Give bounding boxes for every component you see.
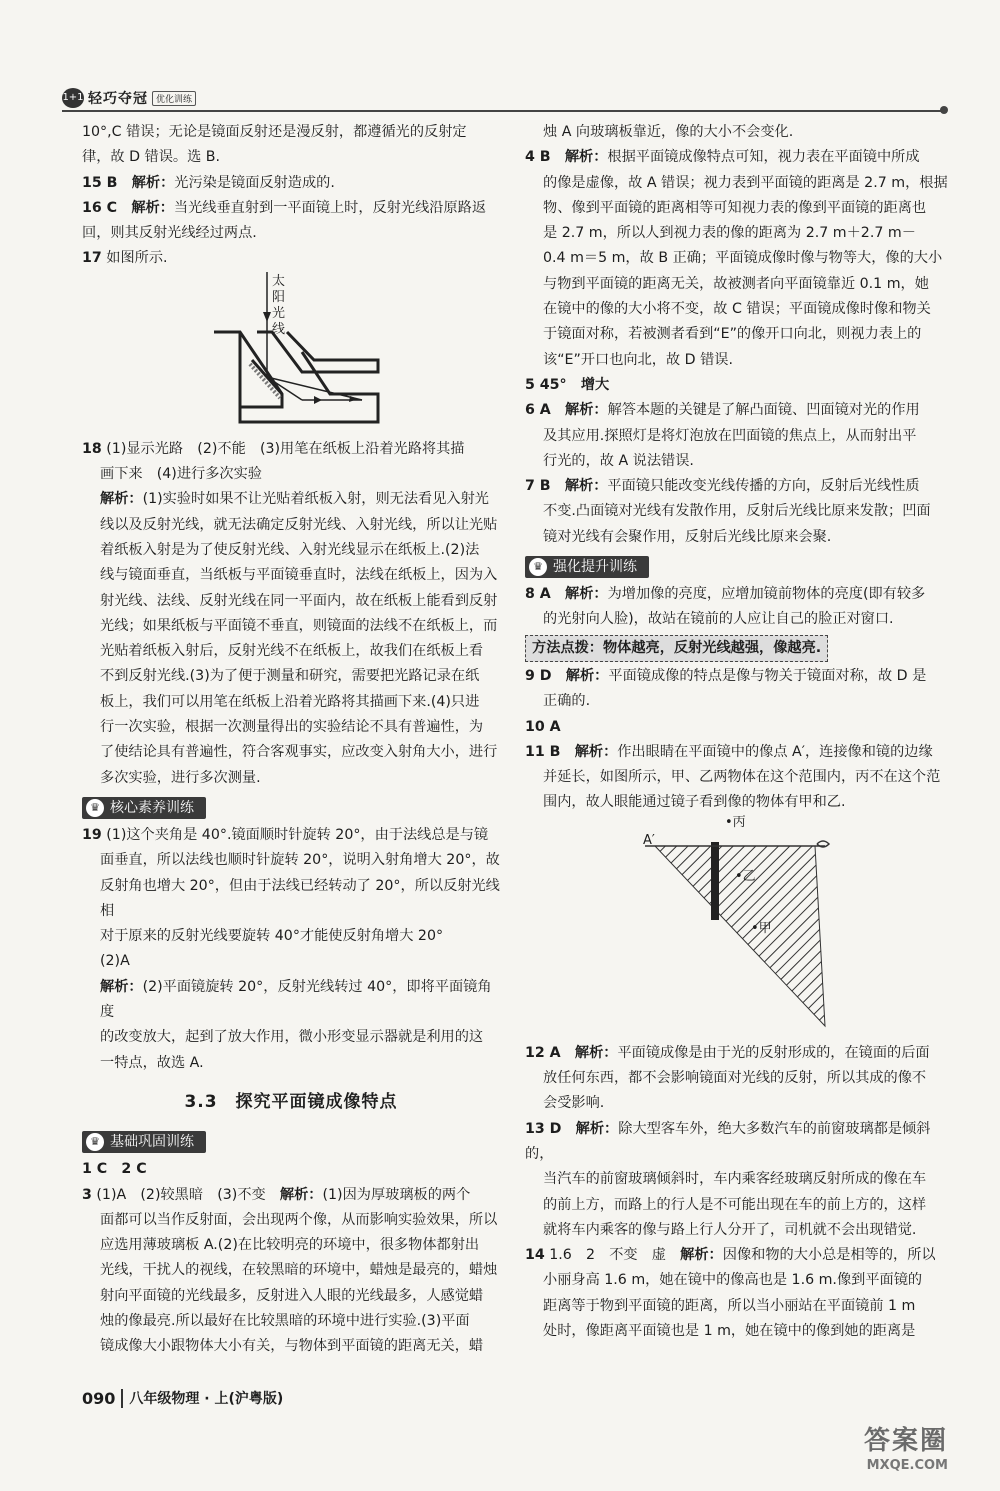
analysis-18 xyxy=(82,487,500,512)
logo-icon: 1+1 xyxy=(62,88,84,108)
figure-11-mirror-view xyxy=(525,816,950,1041)
text-line: 镜对光线有会聚作用，反射后光线比原来会聚. xyxy=(543,528,832,545)
text-line: 及其应用.探照灯是将灯泡放在凹面镜的焦点上，从而射出平 xyxy=(543,427,917,444)
answer-13 xyxy=(525,1117,950,1168)
text-line: 行光的，故 A 说法错误. xyxy=(543,452,694,469)
answer-14 xyxy=(525,1243,950,1268)
text-line: 板上，我们可以用笔在纸板上沿着光路将其描画下来.(4)只进 xyxy=(100,693,480,710)
text-line: 画下来 (4)进行多次实验 xyxy=(100,466,262,483)
analysis-label: 解析： xyxy=(564,149,608,166)
text-line: 距离等于物到平面镜的距离，所以当小丽站在平面镜前 1 m xyxy=(543,1297,916,1314)
text-line: 光线；如果纸板与平面镜不垂直，则镜面的法线不在纸板上，而 xyxy=(100,617,498,634)
text-line: 物、像到平面镜的距离相等可知视力表的像到平面镜的距离也 xyxy=(543,199,927,216)
watermark-logo: 答案圈 xyxy=(863,1426,948,1456)
text-line: 烛的像最亮.所以最好在比较黑暗的环境中进行实验.(3)平面 xyxy=(100,1312,470,1329)
answers-1-2: 1 C 2 C xyxy=(82,1161,147,1178)
answer-text: 如图所示. xyxy=(106,250,168,267)
text-line: 了使结论具有普遍性，符合客观事实，应改变入射角大小，进行 xyxy=(100,744,498,761)
text-line: 回，则其反射光线经过两点. xyxy=(82,225,257,242)
text-line: (2)A xyxy=(100,953,130,970)
analysis-label: 解析： xyxy=(680,1247,723,1264)
text-line: 应选用薄玻璃板 A.(2)在比较明亮的环境中，很多物体都射出 xyxy=(100,1237,480,1254)
text-line: 线以及反射光线，就无法确定反射光线、入射光线，所以让光贴 xyxy=(100,516,498,533)
text-line: 不变.凸面镜对光线有发散作用，反射后光线比原来发散；凹面 xyxy=(543,503,931,520)
logo-text: 轻巧夺冠 xyxy=(88,91,148,107)
crown-icon: ♛ xyxy=(86,799,104,817)
method-tip: 方法点拨：物体越亮，反射光线越强，像越亮. xyxy=(525,635,828,662)
text-line: 因像和物的大小总是相等的，所以 xyxy=(722,1247,936,1264)
text-line: (2)平面镜旋转 20°，反射光线转过 40°，即将平面镜角度 xyxy=(100,978,492,1021)
answer-12 xyxy=(525,1041,950,1066)
text-line: 平面镜只能改变光线传播的方向，反射后光线性质 xyxy=(607,478,920,495)
banner-label: 强化提升训练 xyxy=(553,559,637,576)
answer-number: 11 B xyxy=(525,743,561,760)
crown-icon: ♛ xyxy=(86,1133,104,1151)
header-dot-icon xyxy=(940,106,948,114)
section-banner-basic xyxy=(82,1131,206,1153)
text-line: 于镜面对称，若被测者看到“E”的像开口向北，则视力表上的 xyxy=(543,326,922,343)
answer-number: 4 B xyxy=(525,149,551,166)
analysis-label: 解析： xyxy=(574,743,618,760)
text-line: 除大型客车外，绝大多数汽车的前窗玻璃都是倾斜的， xyxy=(525,1120,931,1162)
brand-logo xyxy=(62,88,196,108)
answer-15 xyxy=(82,171,500,196)
answer-11 xyxy=(525,740,950,765)
answer-text: 1.6 2 不变 虚 xyxy=(549,1247,681,1264)
text-line: 烛 A 向玻璃板靠近，像的大小不会变化. xyxy=(543,124,794,140)
text-line: 当汽车的前窗玻璃倾斜时，车内乘客经玻璃反射所成的像在车 xyxy=(543,1171,927,1188)
text-line: 的改变放大，起到了放大作用，微小形变显示器就是利用的这 xyxy=(100,1029,484,1046)
analysis-label: 解析： xyxy=(131,174,175,191)
answer-text: (1)显示光路 (2)不能 (3)用笔在纸板上沿着光路将其描 xyxy=(106,440,465,457)
text-line: 光线，干扰人的视线，在较黑暗的环境中，蜡烛是最亮的，蜡烛 xyxy=(100,1262,498,1279)
analysis-label: 解析： xyxy=(575,1120,619,1137)
text-line: 射向平面镜的光线最多，反射进入人眼的光线最多，人感觉蜡 xyxy=(100,1287,484,1304)
answer-number: 18 xyxy=(82,440,102,457)
text-line: 就将车内乘客的像与路上行人分开了，司机就不会出现错觉. xyxy=(543,1221,917,1238)
answer-text: 光污染是镜面反射造成的. xyxy=(174,174,335,191)
answer-19 xyxy=(82,823,500,848)
banner-label: 基础巩固训练 xyxy=(110,1134,194,1151)
text-line: 并延长，如图所示，甲、乙两物体在这个范围内，丙不在这个范 xyxy=(543,769,941,786)
text-line: 律，故 D 错误。选 B. xyxy=(82,149,221,166)
text-line: 面垂直，所以法线也顺时针旋转 20°，说明入射角增大 20°，故 xyxy=(100,852,500,869)
text-line: 解答本题的关键是了解凸面镜、凹面镜对光的作用 xyxy=(607,402,920,419)
page-header xyxy=(62,88,942,110)
answer-7 xyxy=(525,474,950,499)
text-line: 该“E”开口也向北，故 D 错误. xyxy=(543,351,733,368)
text-line: (1)实验时如果不让光贴着纸板入射，则无法看见入射光 xyxy=(142,491,489,508)
text-line: 不到反射光线.(3)为了便于测量和研究，需要把光路记录在纸 xyxy=(100,668,480,685)
text-line: 的前上方，而路上的行人是不可能出现在车的前上方的，这样 xyxy=(543,1196,927,1213)
label-yi: •乙 xyxy=(735,868,756,884)
page-number: 090 xyxy=(82,1389,123,1408)
answer-6 xyxy=(525,398,950,423)
label-jia: •甲 xyxy=(751,920,772,936)
mirror-view-diagram xyxy=(525,816,950,1041)
header-rule xyxy=(62,110,942,112)
text-line: 处时，像距离平面镜也是 1 m，她在镜中的像到她的距离是 xyxy=(543,1322,916,1339)
analysis-label: 解析： xyxy=(565,586,608,603)
analysis-label: 解析： xyxy=(564,478,608,495)
answer-8 xyxy=(525,582,950,607)
section-banner-core xyxy=(82,797,206,819)
answer-number: 8 A xyxy=(525,586,551,603)
text-line: 围内，故人眼能通过镜子看到像的物体有甲和乙. xyxy=(543,794,846,811)
banner-label: 核心素养训练 xyxy=(110,799,194,816)
answer-10: 10 A xyxy=(525,718,561,735)
answer-text: (1)A (2)较黑暗 (3)不变 xyxy=(96,1186,280,1203)
answer-18 xyxy=(82,437,500,462)
logo-tag: 优化训练 xyxy=(152,91,196,106)
text-line: 小丽身高 1.6 m，她在镜中的像高也是 1.6 m.像到平面镜的 xyxy=(543,1272,923,1289)
analysis-label: 解析： xyxy=(279,1186,323,1203)
figure-17-periscope xyxy=(82,272,500,437)
text-line: 作出眼睛在平面镜中的像点 A′，连接像和镜的边缘 xyxy=(617,743,933,760)
answer-number: 17 xyxy=(82,250,102,267)
label-a-prime: A′ xyxy=(643,832,655,848)
text-line: 平面镜成像的特点是像与物关于镜面对称，故 D 是 xyxy=(608,667,927,684)
text-line: 一特点，故选 A. xyxy=(100,1054,204,1071)
section-title: 3.3 探究平面镜成像特点 xyxy=(184,1091,398,1112)
text-line: 多次实验，进行多次测量. xyxy=(100,769,261,786)
answer-17 xyxy=(82,246,500,271)
text-line: 10°,C 错误；无论是镜面反射还是漫反射，都遵循光的反射定 xyxy=(82,124,467,140)
text-line: (1)这个夹角是 40°.镜面顺时针旋转 20°，由于法线总是与镜 xyxy=(106,826,489,843)
text-line: 面都可以当作反射面，会出现两个像，从而影响实验效果，所以 xyxy=(100,1211,498,1228)
text-line: 的像是虚像，故 A 错误；视力表到平面镜的距离是 2.7 m，根据 xyxy=(543,174,948,191)
answer-16 xyxy=(82,196,500,221)
text-line: 的光射向人脸)，故站在镜前的人应让自己的脸正对窗口. xyxy=(543,611,894,628)
analysis-19 xyxy=(82,975,500,1026)
text-line: 会受影响. xyxy=(543,1095,605,1112)
answer-number: 16 C xyxy=(82,199,118,216)
analysis-label: 解析： xyxy=(565,667,609,684)
text-line: 放任何东西，都不会影响镜面对光线的反射，所以其成的像不 xyxy=(543,1070,927,1087)
text-line: 根据平面镜成像特点可知，视力表在平面镜中所成 xyxy=(607,149,920,166)
analysis-label: 解析： xyxy=(100,491,143,508)
analysis-label: 解析： xyxy=(131,199,174,216)
label-bing: •丙 xyxy=(725,814,746,830)
text-line: 着纸板入射是为了使反射光线、入射光线显示在纸板上.(2)法 xyxy=(100,541,480,558)
text-line: 与物到平面镜的距离无关，故被测者向平面镜靠近 0.1 m，她 xyxy=(543,275,929,292)
answer-number: 3 xyxy=(82,1186,92,1203)
text-line: 正确的. xyxy=(543,693,591,710)
mirror-icon xyxy=(711,842,719,920)
answer-5: 5 45° 增大 xyxy=(525,376,610,393)
watermark-url: MXQE.COM xyxy=(866,1458,948,1473)
text-line: 是 2.7 m，所以人到视力表的像的距离为 2.7 m＋2.7 m－ xyxy=(543,225,916,242)
analysis-label: 解析： xyxy=(574,1044,618,1061)
text-line: 光贴着纸板入射后，反射光线不在纸板上，故我们在纸板上看 xyxy=(100,643,484,660)
answer-number: 9 D xyxy=(525,667,552,684)
answer-number: 13 D xyxy=(525,1120,562,1137)
text-line: 镜成像大小跟物体大小有关，与物体到平面镜的距离无关，蜡 xyxy=(100,1338,484,1355)
text-line: 对于原来的反射光线要旋转 40°才能使反射角增大 20° xyxy=(100,928,444,945)
section-banner-advanced xyxy=(525,556,649,578)
analysis-label: 解析： xyxy=(565,402,608,419)
text-line: 0.4 m＝5 m，故 B 正确；平面镜成像时像与物等大，像的大小 xyxy=(543,250,943,267)
page-footer xyxy=(82,1388,283,1408)
text-line: 射光线、法线、反射光线在同一平面内，故在纸板上能看到反射 xyxy=(100,592,498,609)
answer-number: 14 xyxy=(525,1247,545,1264)
answer-number: 15 B xyxy=(82,174,118,191)
answer-number: 7 B xyxy=(525,478,551,495)
periscope-diagram xyxy=(82,272,500,437)
answer-text: 当光线垂直射到一平面镜上时，反射光线沿原路返 xyxy=(173,199,487,216)
answer-3 xyxy=(82,1183,500,1208)
text-line: 平面镜成像是由于光的反射形成的，在镜面的后面 xyxy=(617,1044,930,1061)
text-line: 为增加像的亮度，应增加镜前物体的亮度(即有较多 xyxy=(607,586,926,603)
text-line: 线与镜面垂直，当纸板与平面镜垂直时，法线在纸板上，因为入 xyxy=(100,567,498,584)
text-line: (1)因为厚玻璃板的两个 xyxy=(322,1186,471,1203)
text-line: 在镜中的像的大小将不变，故 C 错误；平面镜成像时像和物关 xyxy=(543,301,931,318)
answer-number: 6 A xyxy=(525,402,551,419)
answer-number: 12 A xyxy=(525,1044,561,1061)
analysis-label: 解析： xyxy=(100,978,143,995)
answer-9 xyxy=(525,664,950,689)
crown-icon: ♛ xyxy=(529,558,547,576)
right-column xyxy=(525,120,950,1344)
text-line: 反射角也增大 20°，但由于法线已经转动了 20°，所以反射光线相 xyxy=(100,877,500,919)
answer-number: 19 xyxy=(82,826,102,843)
left-column xyxy=(82,120,500,1360)
sunlight-label: 太阳光线 xyxy=(272,273,286,337)
answer-4 xyxy=(525,145,950,170)
text-line: 行一次实验，根据一次测量得出的实验结论不具有普遍性，为 xyxy=(100,719,484,736)
book-title: 八年级物理 · 上(沪粤版) xyxy=(129,1391,284,1407)
